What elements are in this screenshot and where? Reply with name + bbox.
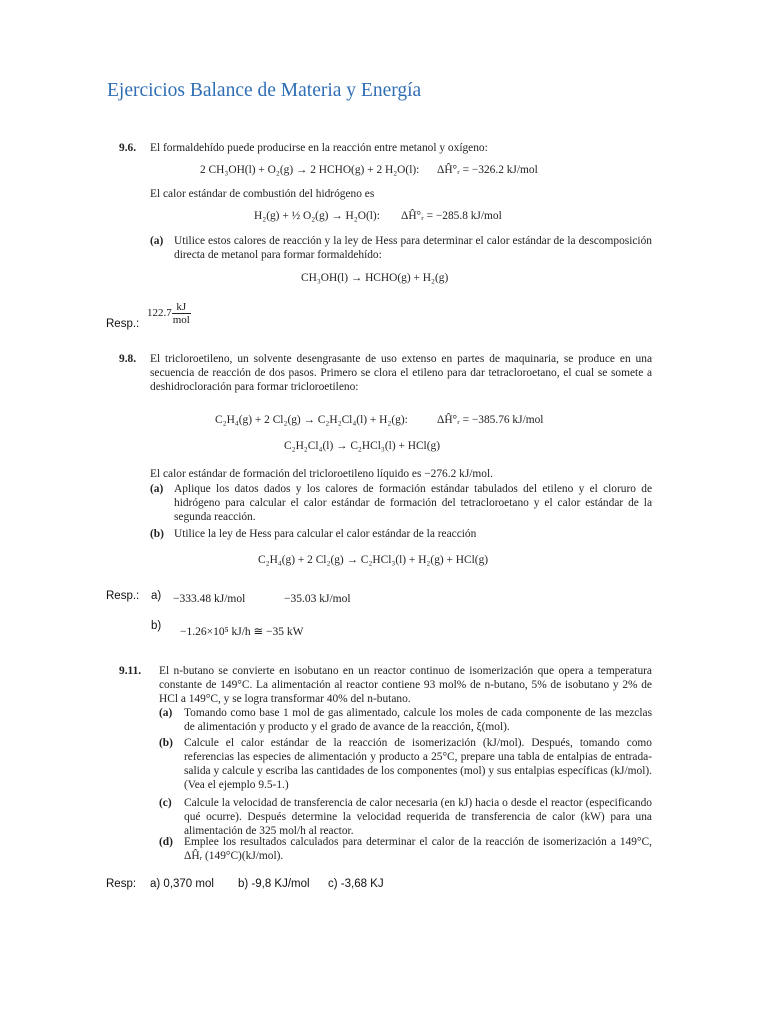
problem-9-8-resp-b-val: −1.26×10⁵ kJ/h ≅ −35 kW <box>180 626 304 638</box>
problem-9-11-c-text: Calcule la velocidad de transferencia de calor necesaria (en kJ) hacia o desde el reactor (especificando qué ocurre). Después determine la velocidad requerida de transferencia de calor (kW) para una alimentación de 325 mol/h al reactor. <box>184 797 652 837</box>
problem-9-8-resp-b-label: b) <box>151 620 162 632</box>
problem-9-8-resp-a-val1: −333.48 kJ/mol <box>173 593 246 605</box>
problem-9-6-resp-numerator: kJ <box>172 301 191 314</box>
problem-9-11-c-label: (c) <box>159 797 172 809</box>
problem-9-8-eq1-enthalpy: ΔĤ°ᵣ = −385.76 kJ/mol <box>437 414 544 426</box>
problem-9-11-a-label: (a) <box>159 707 173 719</box>
problem-9-6-intro: El formaldehído puede producirse en la reacción entre metanol y oxígeno: <box>150 142 488 154</box>
problem-9-8-intro: El tricloroetileno, un solvente desengrasante de uso extenso en partes de maquinaria, se produce en una secuencia de reacción de dos pasos. Primero se clora el etileno para dar tetracloroetano, el cual se somete a deshidrocloración para formar tricloroetileno: <box>150 353 652 393</box>
problem-9-6-eq2-enthalpy: ΔĤ°ᵣ = −285.8 kJ/mol <box>401 210 502 222</box>
problem-9-8-eq1: C₂H₄(g) + 2 Cl₂(g) → C₂H₂Cl₄(l) + H₂(g): <box>215 414 408 426</box>
problem-9-8-eq2: C₂H₂Cl₄(l) → C₂HCl₃(l) + HCl(g) <box>284 440 441 452</box>
problem-9-11-b-label: (b) <box>159 737 173 749</box>
problem-9-6-eq2: H₂(g) + ½ O₂(g) → H₂O(l): <box>254 210 380 222</box>
problem-9-8-resp-a-label: a) <box>151 590 162 602</box>
problem-9-6-text2: El calor estándar de combustión del hidrógeno es <box>150 188 375 200</box>
problem-9-11-a-text: Tomando como base 1 mol de gas alimentado, calcule los moles de cada componente de las mezclas de alimentación y producto y el grado de avance de la reacción, ξ(mol). <box>184 707 652 733</box>
problem-9-8-b-label: (b) <box>150 528 164 540</box>
problem-9-6-a-label: (a) <box>150 235 164 247</box>
problem-9-11-intro: El n-butano se convierte en isobutano en un reactor continuo de isomerización que opera a temperatura constante de 149°C. La alimentación al reactor contiene 93 mol% de n-butano, 5% de isobutano y 2% de HCl a 149°C, y se logra transformar 40% del n-butano. <box>159 665 652 705</box>
problem-9-6-resp-value: 122.7 <box>147 307 172 320</box>
problem-9-6-eq1: 2 CH₃OH(l) + O₂(g) → 2 HCHO(g) + 2 H₂O(l): <box>200 164 420 176</box>
problem-9-8-number: 9.8. <box>119 353 137 365</box>
problem-9-8-eq3: C₂H₄(g) + 2 Cl₂(g) → C₂HCl₃(l) + H₂(g) + HCl(g) <box>258 554 489 566</box>
problem-9-6-resp-denominator: mol <box>172 314 190 326</box>
problem-9-8-text2: El calor estándar de formación del tricloroetileno líquido es −276.2 kJ/mol. <box>150 468 493 480</box>
problem-9-6-a-text: Utilice estos calores de reacción y la ley de Hess para determinar el calor estándar de la descomposición directa de metanol para formar formaldehído: <box>174 235 652 261</box>
problem-9-11-d-text: Emplee los resultados calculados para determinar el calor de la reacción de isomerización a 149°C, ΔĤᵣ (149°C)(kJ/mol). <box>184 836 652 862</box>
problem-9-8-resp-a-val2: −35.03 kJ/mol <box>284 593 351 605</box>
problem-9-11-number: 9.11. <box>119 665 142 677</box>
problem-9-11-resp-a: a) 0,370 mol <box>150 878 214 890</box>
problem-9-11-resp-b: b) -9,8 KJ/mol <box>238 878 310 890</box>
problem-9-8-a-label: (a) <box>150 483 164 495</box>
problem-9-6-resp-answer <box>147 301 191 326</box>
problem-9-6-eq1-enthalpy: ΔĤ°ᵣ = −326.2 kJ/mol <box>437 164 538 176</box>
problem-9-6-resp-fraction <box>172 301 191 326</box>
problem-9-6-resp-label: Resp.: <box>106 318 140 330</box>
problem-9-8-a-text: Aplique los datos dados y los calores de formación estándar tabulados del etileno y el cloruro de hidrógeno para calcular el calor estándar de formación del tetracloroetano y el calor estándar de la segunda reacción. <box>174 483 652 523</box>
problem-9-11-resp-c: c) -3,68 KJ <box>328 878 384 890</box>
problem-9-11-d-label: (d) <box>159 836 173 848</box>
page-title: Ejercicios Balance de Materia y Energía <box>107 80 422 101</box>
problem-9-8-b-text: Utilice la ley de Hess para calcular el calor estándar de la reacción <box>174 528 477 540</box>
problem-9-6-eq3: CH₃OH(l) → HCHO(g) + H₂(g) <box>301 272 449 284</box>
problem-9-6-number: 9.6. <box>119 142 137 154</box>
problem-9-8-resp-label: Resp.: <box>106 590 140 602</box>
problem-9-11-resp-label: Resp: <box>106 878 137 890</box>
problem-9-11-b-text: Calcule el calor estándar de la reacción de isomerización (kJ/mol). Después, tomando como referencias las especies de alimentación y producto a 25°C, prepare una tabla de entalpias de entrada-salida y calcule y escriba las cantidades de los componentes (mol) y sus entalpias específicas (kJ/mol). (Vea el ejemplo 9.5-1.) <box>184 737 652 791</box>
